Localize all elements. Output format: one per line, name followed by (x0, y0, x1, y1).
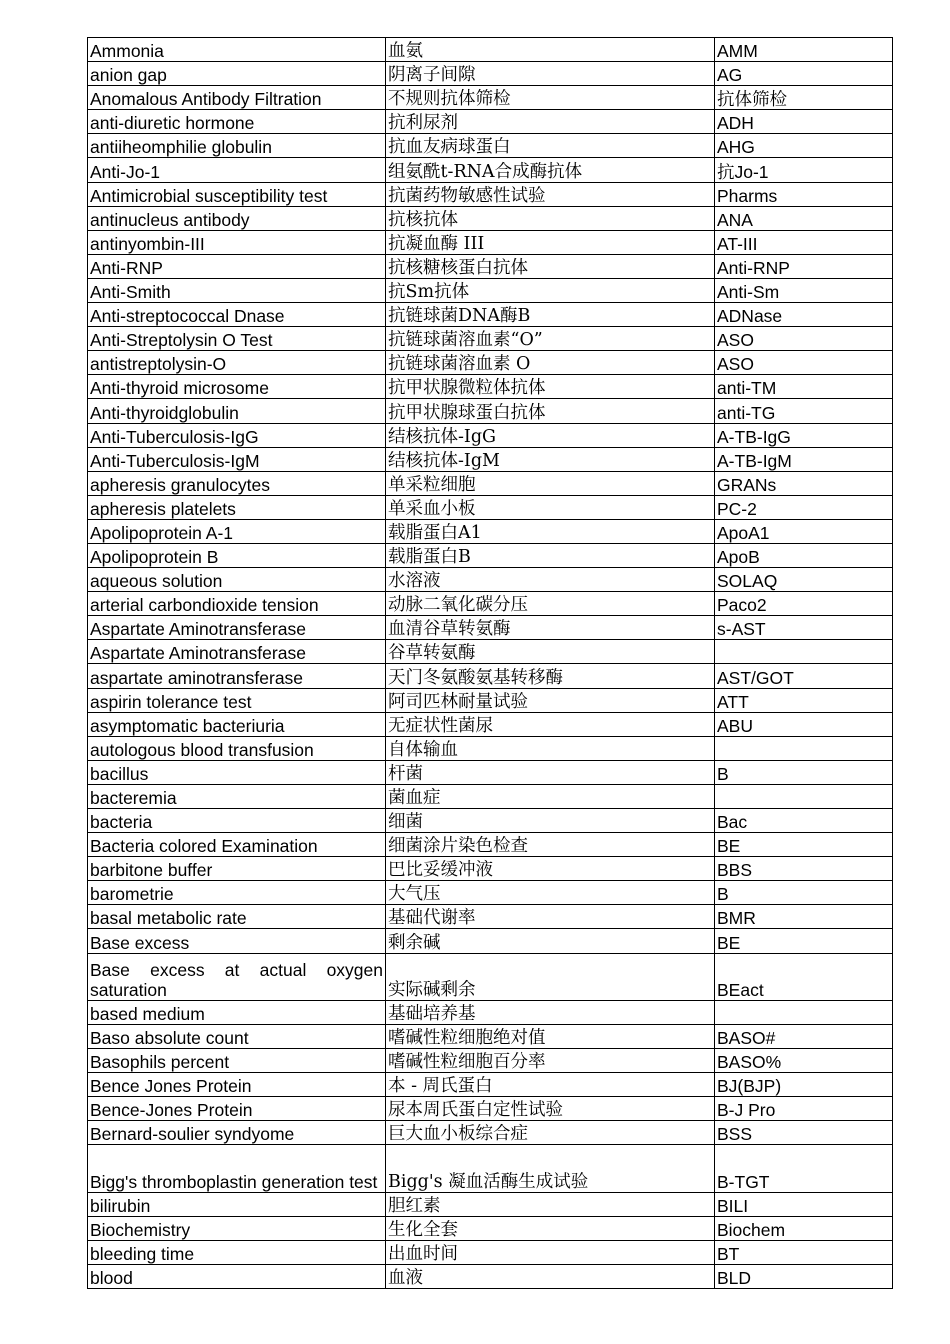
table-row (88, 664, 893, 688)
table-row (88, 953, 893, 1000)
chinese-term-cell: 抗Sm抗体 (386, 278, 715, 302)
chinese-term-cell: 基础培养基 (386, 1000, 715, 1024)
table-row (88, 760, 893, 784)
table-row (88, 254, 893, 278)
chinese-term-cell: 血液 (386, 1264, 715, 1288)
abbreviation-cell: Anti-RNP (715, 254, 893, 278)
abbreviation-cell: anti-TG (715, 399, 893, 423)
english-term-cell: Anti-Jo-1 (88, 158, 386, 182)
table-row (88, 206, 893, 230)
table-row (88, 471, 893, 495)
abbreviation-cell: A-TB-IgM (715, 447, 893, 471)
abbreviation-cell: BLD (715, 1264, 893, 1288)
chinese-term-cell: Bigg's 凝血活酶生成试验 (386, 1145, 715, 1192)
abbreviation-cell (715, 784, 893, 808)
english-term-cell: bilirubin (88, 1192, 386, 1216)
abbreviation-cell: B (715, 881, 893, 905)
chinese-term-cell: 胆红素 (386, 1192, 715, 1216)
chinese-term-cell: 细菌 (386, 809, 715, 833)
english-term-cell: Anti-RNP (88, 254, 386, 278)
english-term-cell: barometrie (88, 881, 386, 905)
abbreviation-cell: B-J Pro (715, 1097, 893, 1121)
table-row (88, 1121, 893, 1145)
chinese-term-cell: 无症状性菌尿 (386, 712, 715, 736)
abbreviation-cell: ABU (715, 712, 893, 736)
chinese-term-cell: 大气压 (386, 881, 715, 905)
table-row (88, 905, 893, 929)
abbreviation-cell: anti-TM (715, 375, 893, 399)
table-row (88, 1097, 893, 1121)
english-term-cell: anion gap (88, 62, 386, 86)
english-term-cell: Anti-Streptolysin O Test (88, 327, 386, 351)
english-term-cell: Apolipoprotein A-1 (88, 519, 386, 543)
abbreviation-cell: ADNase (715, 303, 893, 327)
english-term-cell: bacteria (88, 809, 386, 833)
english-term-cell: arterial carbondioxide tension (88, 592, 386, 616)
chinese-term-cell: 基础代谢率 (386, 905, 715, 929)
chinese-term-cell: 阿司匹林耐量试验 (386, 688, 715, 712)
english-term-cell: aspartate aminotransferase (88, 664, 386, 688)
abbreviation-cell: Pharms (715, 182, 893, 206)
chinese-term-cell: 阴离子间隙 (386, 62, 715, 86)
english-term-cell: Bence-Jones Protein (88, 1097, 386, 1121)
chinese-term-cell: 血氨 (386, 38, 715, 62)
table-row (88, 1048, 893, 1072)
table-row (88, 640, 893, 664)
abbreviation-cell: AG (715, 62, 893, 86)
chinese-term-cell: 单采粒细胞 (386, 471, 715, 495)
english-term-cell: Anti-Tuberculosis-IgM (88, 447, 386, 471)
chinese-term-cell: 细菌涂片染色检查 (386, 833, 715, 857)
abbreviation-cell: BBS (715, 857, 893, 881)
abbreviation-cell: Anti-Sm (715, 278, 893, 302)
english-term-cell: anti-diuretic hormone (88, 110, 386, 134)
abbreviation-cell: ApoB (715, 543, 893, 567)
chinese-term-cell: 结核抗体-IgG (386, 423, 715, 447)
abbreviation-cell: ASO (715, 351, 893, 375)
table-row (88, 230, 893, 254)
english-term-cell: Base excess (88, 929, 386, 953)
abbreviation-cell: BJ(BJP) (715, 1073, 893, 1097)
chinese-term-cell: 抗血友病球蛋白 (386, 134, 715, 158)
abbreviation-cell: BASO% (715, 1048, 893, 1072)
english-term-cell: Anomalous Antibody Filtration (88, 86, 386, 110)
abbreviation-cell: BASO# (715, 1024, 893, 1048)
abbreviation-cell (715, 736, 893, 760)
table-row (88, 110, 893, 134)
abbreviation-cell: ANA (715, 206, 893, 230)
table-row (88, 495, 893, 519)
english-term-cell: Bigg's thromboplastin generation test (88, 1145, 386, 1192)
chinese-term-cell: 不规则抗体筛检 (386, 86, 715, 110)
table-row (88, 1073, 893, 1097)
english-term-cell: blood (88, 1264, 386, 1288)
english-term-cell: Bacteria colored Examination (88, 833, 386, 857)
chinese-term-cell: 剩余碱 (386, 929, 715, 953)
chinese-term-cell: 载脂蛋白A1 (386, 519, 715, 543)
table-row (88, 543, 893, 567)
table-row (88, 158, 893, 182)
table-row (88, 1264, 893, 1288)
chinese-term-cell: 谷草转氨酶 (386, 640, 715, 664)
english-term-cell: barbitone buffer (88, 857, 386, 881)
table-row (88, 1145, 893, 1192)
english-term-cell: basal metabolic rate (88, 905, 386, 929)
abbreviation-cell: B (715, 760, 893, 784)
table-row (88, 809, 893, 833)
table-row (88, 712, 893, 736)
abbreviation-cell: ASO (715, 327, 893, 351)
english-term-cell: asymptomatic bacteriuria (88, 712, 386, 736)
chinese-term-cell: 抗核抗体 (386, 206, 715, 230)
abbreviation-cell: BSS (715, 1121, 893, 1145)
chinese-term-cell: 动脉二氧化碳分压 (386, 592, 715, 616)
chinese-term-cell: 生化全套 (386, 1216, 715, 1240)
chinese-term-cell: 杆菌 (386, 760, 715, 784)
table-row (88, 1024, 893, 1048)
chinese-term-cell: 抗核糖核蛋白抗体 (386, 254, 715, 278)
english-term-cell: Anti-thyroid microsome (88, 375, 386, 399)
table-row (88, 519, 893, 543)
table-row (88, 881, 893, 905)
english-term-cell: antiiheomphilie globulin (88, 134, 386, 158)
chinese-term-cell: 巨大血小板综合症 (386, 1121, 715, 1145)
chinese-term-cell: 嗜碱性粒细胞百分率 (386, 1048, 715, 1072)
english-term-cell: aqueous solution (88, 568, 386, 592)
chinese-term-cell: 尿本周氏蛋白定性试验 (386, 1097, 715, 1121)
chinese-term-cell: 出血时间 (386, 1240, 715, 1264)
chinese-term-cell: 抗甲状腺微粒体抗体 (386, 375, 715, 399)
english-term-cell: Anti-streptococcal Dnase (88, 303, 386, 327)
english-term-cell: Basophils percent (88, 1048, 386, 1072)
table-row (88, 616, 893, 640)
chinese-term-cell: 抗链球菌溶血素 O (386, 351, 715, 375)
abbreviation-cell (715, 640, 893, 664)
table-row (88, 399, 893, 423)
english-term-cell: apheresis platelets (88, 495, 386, 519)
chinese-term-cell: 抗凝血酶 III (386, 230, 715, 254)
chinese-term-cell: 抗链球菌DNA酶B (386, 303, 715, 327)
abbreviation-cell: GRANs (715, 471, 893, 495)
abbreviation-cell: B-TGT (715, 1145, 893, 1192)
abbreviation-cell (715, 1000, 893, 1024)
english-term-cell: antistreptolysin-O (88, 351, 386, 375)
chinese-term-cell: 抗利尿剂 (386, 110, 715, 134)
english-term-cell: Biochemistry (88, 1216, 386, 1240)
english-term-cell: Bence Jones Protein (88, 1073, 386, 1097)
chinese-term-cell: 抗链球菌溶血素“O” (386, 327, 715, 351)
table-row (88, 38, 893, 62)
table-row (88, 423, 893, 447)
glossary-table (87, 37, 893, 1289)
chinese-term-cell: 单采血小板 (386, 495, 715, 519)
chinese-term-cell: 载脂蛋白B (386, 543, 715, 567)
abbreviation-cell: ADH (715, 110, 893, 134)
english-term-cell: Aspartate Aminotransferase (88, 640, 386, 664)
chinese-term-cell: 嗜碱性粒细胞绝对值 (386, 1024, 715, 1048)
abbreviation-cell: BT (715, 1240, 893, 1264)
chinese-term-cell: 抗甲状腺球蛋白抗体 (386, 399, 715, 423)
table-row (88, 1216, 893, 1240)
abbreviation-cell: BE (715, 833, 893, 857)
table-row (88, 1192, 893, 1216)
english-term-cell: Baso absolute count (88, 1024, 386, 1048)
english-term-cell: apheresis granulocytes (88, 471, 386, 495)
abbreviation-cell: SOLAQ (715, 568, 893, 592)
table-row (88, 833, 893, 857)
english-term-cell: Anti-Smith (88, 278, 386, 302)
abbreviation-cell: 抗Jo-1 (715, 158, 893, 182)
chinese-term-cell: 本 - 周氏蛋白 (386, 1073, 715, 1097)
english-term-cell: Antimicrobial susceptibility test (88, 182, 386, 206)
table-row (88, 62, 893, 86)
table-row (88, 303, 893, 327)
abbreviation-cell: Paco2 (715, 592, 893, 616)
abbreviation-cell: Biochem (715, 1216, 893, 1240)
abbreviation-cell: AHG (715, 134, 893, 158)
table-row (88, 1240, 893, 1264)
table-row (88, 592, 893, 616)
chinese-term-cell: 水溶液 (386, 568, 715, 592)
chinese-term-cell: 实际碱剩余 (386, 953, 715, 1000)
table-row (88, 688, 893, 712)
english-term-cell: bacillus (88, 760, 386, 784)
english-term-cell: Ammonia (88, 38, 386, 62)
table-row (88, 327, 893, 351)
english-term-cell: autologous blood transfusion (88, 736, 386, 760)
english-term-cell: based medium (88, 1000, 386, 1024)
abbreviation-cell: A-TB-IgG (715, 423, 893, 447)
chinese-term-cell: 抗菌药物敏感性试验 (386, 182, 715, 206)
abbreviation-cell: PC-2 (715, 495, 893, 519)
chinese-term-cell: 天门冬氨酸氨基转移酶 (386, 664, 715, 688)
table-row (88, 351, 893, 375)
chinese-term-cell: 菌血症 (386, 784, 715, 808)
abbreviation-cell: ATT (715, 688, 893, 712)
chinese-term-cell: 血清谷草转氨酶 (386, 616, 715, 640)
glossary-body (88, 38, 893, 1289)
table-row (88, 1000, 893, 1024)
table-row (88, 857, 893, 881)
abbreviation-cell: s-AST (715, 616, 893, 640)
english-term-cell: Anti-Tuberculosis-IgG (88, 423, 386, 447)
table-row (88, 447, 893, 471)
abbreviation-cell: ApoA1 (715, 519, 893, 543)
table-row (88, 86, 893, 110)
abbreviation-cell: 抗体筛检 (715, 86, 893, 110)
table-row (88, 134, 893, 158)
table-row (88, 568, 893, 592)
table-row (88, 375, 893, 399)
english-term-cell: Aspartate Aminotransferase (88, 616, 386, 640)
abbreviation-cell: BE (715, 929, 893, 953)
english-term-cell: Anti-thyroidglobulin (88, 399, 386, 423)
table-row (88, 278, 893, 302)
table-row (88, 929, 893, 953)
chinese-term-cell: 自体输血 (386, 736, 715, 760)
abbreviation-cell: BMR (715, 905, 893, 929)
chinese-term-cell: 结核抗体-IgM (386, 447, 715, 471)
table-row (88, 784, 893, 808)
chinese-term-cell: 组氨酰t-RNA合成酶抗体 (386, 158, 715, 182)
abbreviation-cell: BILI (715, 1192, 893, 1216)
english-term-cell: bleeding time (88, 1240, 386, 1264)
english-term-cell: Apolipoprotein B (88, 543, 386, 567)
table-row (88, 182, 893, 206)
abbreviation-cell: BEact (715, 953, 893, 1000)
english-term-cell: Bernard-soulier syndyome (88, 1121, 386, 1145)
english-term-cell: bacteremia (88, 784, 386, 808)
english-term-cell: antinucleus antibody (88, 206, 386, 230)
abbreviation-cell: AT-III (715, 230, 893, 254)
english-term-cell: Base excess at actual oxygen saturation (88, 953, 386, 1000)
abbreviation-cell: AMM (715, 38, 893, 62)
abbreviation-cell: Bac (715, 809, 893, 833)
chinese-term-cell: 巴比妥缓冲液 (386, 857, 715, 881)
table-row (88, 736, 893, 760)
abbreviation-cell: AST/GOT (715, 664, 893, 688)
english-term-cell: antinyombin-III (88, 230, 386, 254)
english-term-cell: aspirin tolerance test (88, 688, 386, 712)
